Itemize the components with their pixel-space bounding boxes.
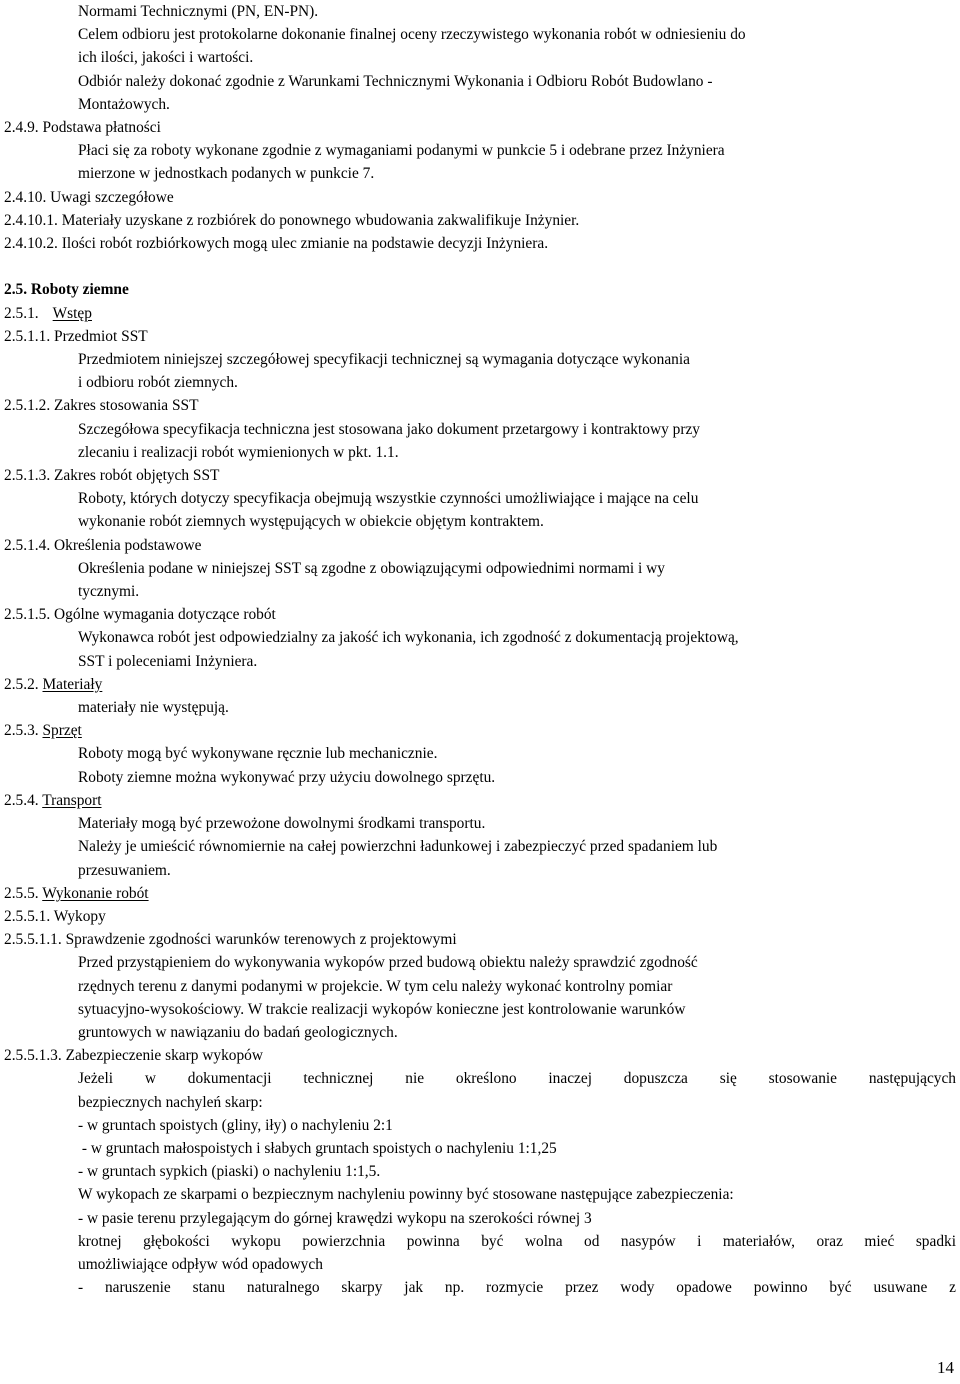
text-line: Szczegółowa specyfikacja techniczna jest stosowana jako dokument przetargowy i kontraktowy przy	[78, 420, 700, 438]
section-heading-2-5-1	[4, 302, 956, 325]
text-line: Określenia podane w niniejszej SST są zgodne z obowiązującymi odpowiednimi normami i wy	[78, 559, 665, 577]
section-title: Sprzęt	[42, 722, 82, 740]
section-number: 2.5.1.	[4, 304, 39, 322]
text-line: - w pasie terenu przylegającym do górnej krawędzi wykopu na szerokości równej 3	[78, 1209, 592, 1227]
section-heading-2-4-10: 2.4.10. Uwagi szczegółowe	[4, 188, 174, 206]
text-line: - w gruntach spoistych (gliny, iły) o nachyleniu 2:1	[78, 1116, 393, 1134]
section-heading-2-5-1-3: 2.5.1.3. Zakres robót objętych SST	[4, 467, 220, 485]
text-line: zlecaniu i realizacji robót wymienionych w pkt. 1.1.	[78, 443, 399, 461]
section-number: 2.5.4.	[4, 791, 39, 809]
section-heading-2-5-5-1: 2.5.5.1. Wykopy	[4, 907, 106, 925]
section-heading-2-5-1-1: 2.5.1.1. Przedmiot SST	[4, 327, 148, 345]
text-line: materiały nie występują.	[78, 699, 229, 717]
text-line: bezpiecznych nachyleń skarp:	[78, 1093, 263, 1111]
section-heading-2-5-1-5: 2.5.1.5. Ogólne wymagania dotyczące robót	[4, 606, 276, 624]
section-number: 2.5.3.	[4, 722, 39, 740]
section-title: Wstęp	[52, 304, 92, 322]
section-heading-2-5: 2.5. Roboty ziemne	[4, 281, 129, 299]
text-line: - naruszenie stanu naturalnego skarpy jak np. rozmycie przez wody opadowe powinno być usuwane z	[78, 1279, 956, 1297]
section-heading-2-4-9: 2.4.9. Podstawa płatności	[4, 119, 161, 137]
text-line: sytuacyjno-wysokościowy. W trakcie realizacji wykopów konieczne jest kontrolowanie warunków	[78, 1000, 686, 1018]
text-line: Celem odbioru jest protokolarne dokonanie finalnej oceny rzeczywistego wykonania robót w odniesieniu do	[78, 26, 746, 44]
text-line: Płaci się za roboty wykonane zgodnie z wymaganiami podanymi w punkcie 5 i odebrane przez Inżyniera	[78, 142, 725, 160]
section-heading-2-5-4	[4, 789, 956, 812]
section-title: Wykonanie robót	[42, 884, 149, 902]
section-heading-2-5-3	[4, 719, 956, 742]
page-number: 14	[937, 1358, 954, 1377]
section-number: 2.5.2.	[4, 675, 39, 693]
text-line: - w gruntach małospoistych i słabych gruntach spoistych o nachyleniu 1:1,25	[78, 1139, 557, 1157]
text-line: Jeżeli w dokumentacji technicznej nie określono inaczej dopuszcza się stosowanie następujących	[78, 1070, 956, 1088]
text-line: Roboty mogą być wykonywane ręcznie lub mechanicznie.	[78, 745, 438, 763]
section-title: Materiały	[42, 675, 103, 693]
text-line: krotnej głębokości wykopu powierzchnia powinna być wolna od nasypów i materiałów, oraz mieć spadki	[78, 1232, 956, 1250]
text-line: Przed przystąpieniem do wykonywania wykopów przed budową obiektu należy sprawdzić zgodność	[78, 954, 698, 972]
list-item: 2.4.10.2. Ilości robót rozbiórkowych mogą ulec zmianie na podstawie decyzji Inżyniera.	[4, 235, 549, 253]
text-line: umożliwiające odpływ wód opadowych	[78, 1255, 323, 1273]
text-line: Roboty ziemne można wykonywać przy użyciu dowolnego sprzętu.	[78, 768, 496, 786]
text-line: rzędnych terenu z danymi podanymi w projekcie. W tym celu należy wykonać kontrolny pomiar	[78, 977, 673, 995]
text-line: tycznymi.	[78, 583, 140, 601]
section-heading-2-5-1-2: 2.5.1.2. Zakres stosowania SST	[4, 397, 199, 415]
text-line: SST i poleceniami Inżyniera.	[78, 652, 258, 670]
text-line: - w gruntach sypkich (piaski) o nachyleniu 1:1,5.	[78, 1163, 381, 1181]
section-title: Transport	[42, 791, 102, 809]
text-line: ich ilości, jakości i wartości.	[78, 49, 254, 67]
text-line: Odbiór należy dokonać zgodnie z Warunkami Technicznymi Wykonania i Odbioru Robót Budowlano -	[78, 72, 713, 90]
text-line: i odbioru robót ziemnych.	[78, 374, 238, 392]
text-line: gruntowych w nawiązaniu do badań geologicznych.	[78, 1023, 398, 1041]
text-line: Roboty, których dotyczy specyfikacja obejmują wszystkie czynności umożliwiające i mające na celu	[78, 490, 699, 508]
blank-line	[4, 255, 956, 278]
text-line: wykonanie robót ziemnych występujących w obiekcie objętym kontraktem.	[78, 513, 544, 531]
section-heading-2-5-5-1-1: 2.5.5.1.1. Sprawdzenie zgodności warunków terenowych z projektowymi	[4, 931, 457, 949]
text-line: Materiały mogą być przewożone dowolnymi środkami transportu.	[78, 815, 486, 833]
text-line: przesuwaniem.	[78, 861, 171, 879]
section-heading-2-5-1-4: 2.5.1.4. Określenia podstawowe	[4, 536, 202, 554]
text-line: Normami Technicznymi (PN, EN-PN).	[78, 3, 319, 20]
section-heading-2-5-5-1-3: 2.5.5.1.3. Zabezpieczenie skarp wykopów	[4, 1047, 263, 1065]
text-line: Montażowych.	[78, 95, 170, 113]
section-number: 2.5.5.	[4, 884, 39, 902]
section-heading-2-5-5	[4, 882, 956, 905]
text-line: mierzone w jednostkach podanych w punkcie 7.	[78, 165, 375, 183]
text-line: Wykonawca robót jest odpowiedzialny za jakość ich wykonania, ich zgodność z dokumentacją projektową,	[78, 629, 739, 647]
text-line: W wykopach ze skarpami o bezpiecznym nachyleniu powinny być stosowane następujące zabezpieczenia:	[78, 1186, 734, 1204]
list-item: 2.4.10.1. Materiały uzyskane z rozbiórek do ponownego wbudowania zakwalifikuje Inżynier.	[4, 211, 580, 229]
text-line: Należy je umieścić równomiernie na całej powierzchni ładunkowej i zabezpieczyć przed spadaniem lub	[78, 838, 718, 856]
section-heading-2-5-2	[4, 673, 956, 696]
text-line: Przedmiotem niniejszej szczegółowej specyfikacji technicznej są wymagania dotyczące wykonania	[78, 351, 690, 369]
